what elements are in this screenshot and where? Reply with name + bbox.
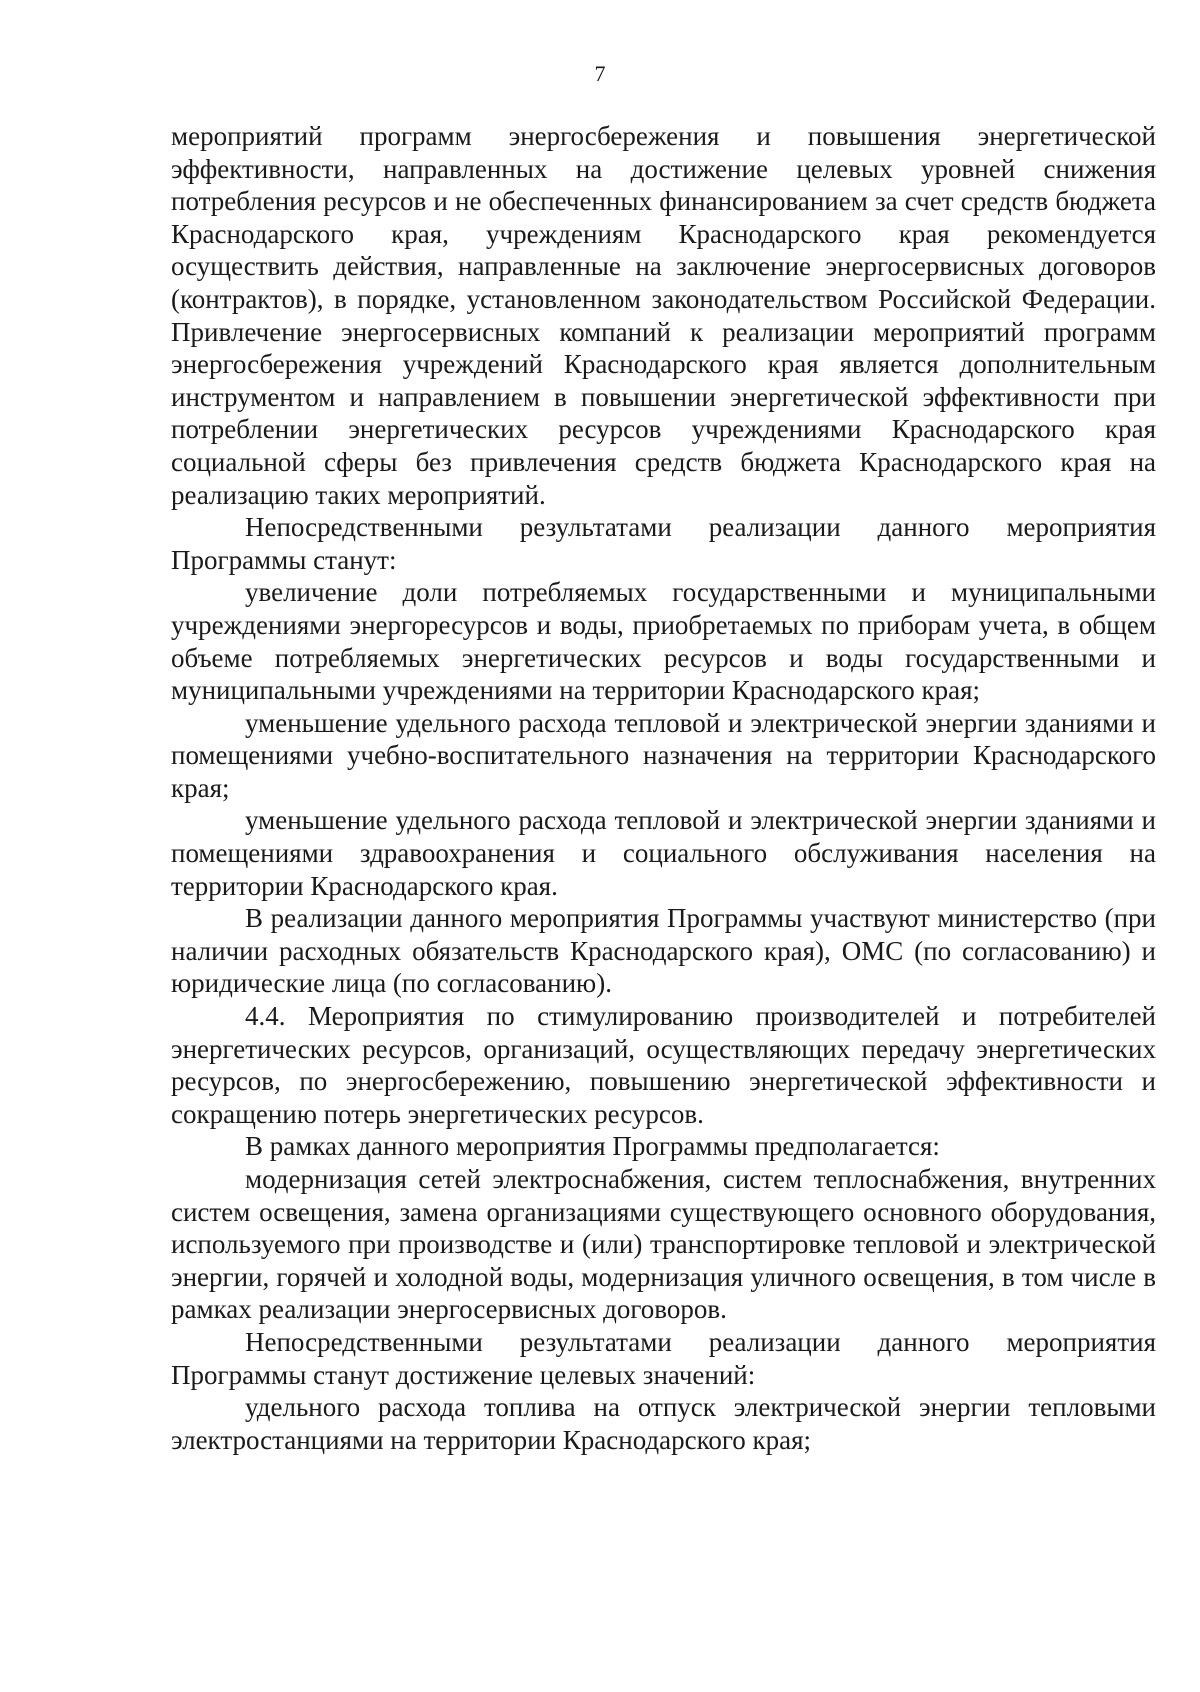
paragraph-6: В реализации данного мероприятия Программы участвуют министерство (при наличии расходных обязательств Краснодарского края), ОМС (по согласованию) и юридические лица (по согласованию).: [171, 903, 1156, 999]
paragraph-4: уменьшение удельного расхода тепловой и электрической энергии зданиями и помещениями учебно-воспитательного назначения на территории Краснодарского края;: [171, 707, 1156, 803]
paragraph-3: увеличение доли потребляемых государственными и муниципальными учреждениями энергоресурсов и воды, приобретаемых по приборам учета, в общем объеме потребляемых энергетических ресурсов и воды государственными и муниципальными учреждениями на территории Краснодарского края;: [171, 577, 1156, 706]
paragraph-10: Непосредственными результатами реализации данного мероприятия Программы станут достижение целевых значений:: [171, 1326, 1156, 1390]
page-number: 7: [594, 61, 606, 86]
paragraph-11: удельного расхода топлива на отпуск электрической энергии тепловыми электростанциями на территории Краснодарского края;: [171, 1392, 1156, 1455]
document-body: [171, 120, 1156, 1456]
paragraph-8: В рамках данного мероприятия Программы предполагается:: [245, 1131, 940, 1162]
paragraph-1: мероприятий программ энергосбережения и повышения энергетической эффективности, направленных на достижение целевых уровней снижения потребления ресурсов и не обеспеченных финансированием за счет средств бюджета Краснодарского края, учреждениям Краснодарского края рекомендуется осуществить действия, направленные на заключение энергосервисных договоров (контрактов), в порядке, установленном законодательством Российской Федерации. Привлечение энергосервисных компаний к реализации мероприятий программ энергосбережения учреждений Краснодарского края является дополнительным инструментом и направлением в повышении энергетической эффективности при потреблении энергетических ресурсов учреждениями Краснодарского края социальной сферы без привлечения средств бюджета Краснодарского края на реализацию таких мероприятий.: [171, 121, 1156, 510]
paragraph-9: модернизация сетей электроснабжения, систем теплоснабжения, внутренних систем освещения, замена организациями существующего основного оборудования, используемого при производстве и (или) транспортировке тепловой и электрической энергии, горячей и холодной воды, модернизация уличного освещения, в том числе в рамках реализации энергосервисных договоров.: [171, 1164, 1156, 1325]
paragraph-2: Непосредственными результатами реализации данного мероприятия Программы станут:: [171, 512, 1156, 575]
paragraph-5: уменьшение удельного расхода тепловой и электрической энергии зданиями и помещениями здравоохранения и социального обслуживания населения на территории Краснодарского края.: [171, 805, 1156, 901]
paragraph-7: 4.4. Мероприятия по стимулированию производителей и потребителей энергетических ресурсов, организаций, осуществляющих передачу энергетических ресурсов, по энергосбережению, повышению энергетической эффективности и сокращению потерь энергетических ресурсов.: [171, 1001, 1156, 1129]
